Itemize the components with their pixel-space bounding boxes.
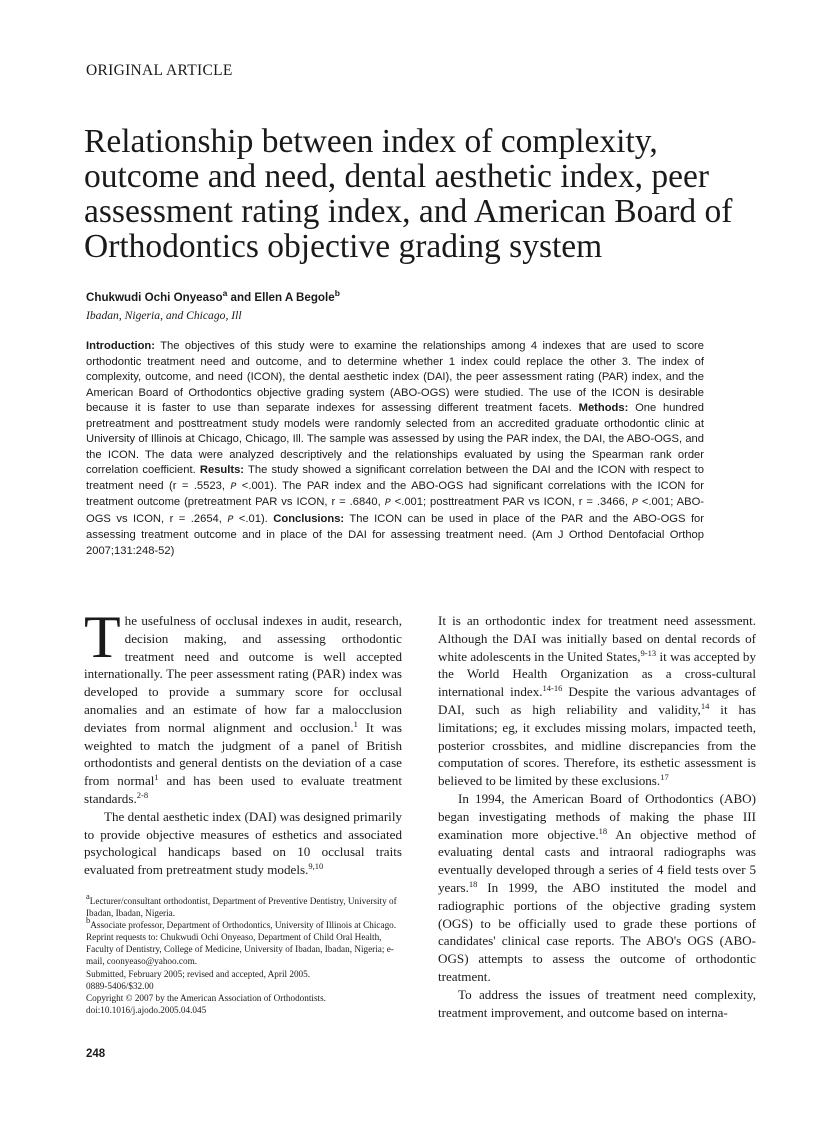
paragraph-text: In 1994, the American Board of Orthodontics (ABO) began investigating methods of making the phase III examination more objective. <box>438 790 756 842</box>
author-name: Chukwudi Ochi Onyeaso <box>86 291 223 304</box>
citation-ref[interactable]: 9,10 <box>308 861 324 872</box>
citation-ref[interactable]: 2-8 <box>136 789 149 800</box>
footnote-mark: b <box>86 915 91 926</box>
paragraph-text: it was accepted by the World Health Organization as a cross-cultural international index. <box>438 648 756 700</box>
affiliation-mark: b <box>334 288 340 298</box>
citation-ref[interactable]: 18 <box>468 878 478 889</box>
paragraph-text: it has limitations; eg, it excludes missing molars, impacted teeth, posterior crossbites, and midline discrepancies from the computation of scores. Therefore, its esthetic assessment is believed to be limited by these exclusions. <box>438 701 757 789</box>
abstract-heading-results: Results: <box>199 464 245 476</box>
footnote-text: Associate professor, Department of Orthodontics, University of Illinois at Chicago. <box>90 920 397 931</box>
body-paragraph <box>438 790 756 986</box>
author-name: Ellen A Begole <box>254 291 335 304</box>
affiliation-mark: a <box>222 288 228 298</box>
body-column-left <box>84 604 402 879</box>
page-number: 248 <box>86 1048 106 1060</box>
paragraph-text: It is an orthodontic index for treatment need assessment. Although the DAI was initially based on dental records of white adolescents in the United States, <box>438 613 756 664</box>
footnotes <box>86 891 404 1016</box>
footnote-text: Lecturer/consultant orthodontist, Department of Preventive Dentistry, University of Ibadan, Ibadan, Nigeria. <box>86 896 397 919</box>
body-paragraph <box>438 986 756 1022</box>
abstract-text: The objectives of this study were to examine the relationships among 4 indexes that are used to score orthodontic treatment need and outcome, and to determine whether 1 index could replace the other 3. The index of complexity, outcome, and need (ICON), the dental aesthetic index (DAI), the peer assessment rating (PAR) index, and the American Board of Orthodontics objective grading system (ABO-OGS) were studied. The use of the ICON is desirable because it is faster to use than separate indexes for assessing different treatment facets. <box>86 340 704 414</box>
citation-ref[interactable]: 14-16 <box>542 683 563 694</box>
p-value-symbol: P <box>230 481 237 493</box>
abstract-heading-methods: Methods: <box>578 402 629 414</box>
citation-ref[interactable]: 14 <box>700 700 710 711</box>
body-paragraph <box>438 612 756 790</box>
footnote-mark: a <box>86 891 90 901</box>
issn: 0889-5406/$32.00 <box>86 980 154 991</box>
body-column-right <box>438 612 756 1021</box>
p-value-symbol: P <box>227 514 234 526</box>
citation-ref[interactable]: 9-13 <box>640 647 657 658</box>
abstract-text: The ICON can be used in place of the PAR and the ABO-OGS for assessing treatment outcome and in place of the DAI for assessing treatment need. (Am J Orthod Dentofacial Orthop 2007;131:248-52) <box>86 512 705 557</box>
citation-ref[interactable]: 18 <box>598 825 608 836</box>
abstract-heading-conclusions: Conclusions: <box>273 512 345 525</box>
paragraph-text: he usefulness of occlusal indexes in audit, research, decision making, and assessing orthodontic treatment need and outcome is well accepted internationally. The peer assessment rating (PAR) index was developed to provide a summary score for occlusal anomalies and an estimate of how far a malocclusion deviates from normal alignment and occlusion. <box>84 613 402 735</box>
citation-ref[interactable]: 1 <box>353 718 358 729</box>
submission-dates: Submitted, February 2005; revised and accepted, April 2005. <box>86 968 311 979</box>
p-value-symbol: P <box>631 498 638 509</box>
abstract-text: The study showed a significant correlation between the DAI and the ICON with respect to treatment need (r = .5523, <box>86 464 704 492</box>
abstract <box>86 339 704 559</box>
affiliation-line: Ibadan, Nigeria, and Chicago, Ill <box>86 309 242 322</box>
citation-ref[interactable]: 17 <box>660 772 669 783</box>
abstract-heading-introduction: Introduction: <box>86 340 155 352</box>
body-paragraph <box>84 604 402 808</box>
article-type-label: ORIGINAL ARTICLE <box>86 62 233 79</box>
abstract-text: <.01). <box>233 512 274 525</box>
body-paragraph <box>84 808 402 879</box>
doi[interactable]: doi:10.1016/j.ajodo.2005.04.045 <box>86 1004 207 1015</box>
paragraph-text: and has been used to evaluate treatment standards. <box>84 773 402 806</box>
p-value-symbol: P <box>384 498 391 509</box>
abstract-text: <.001; ABO-OGS vs ICON, r = .2654, <box>86 496 704 525</box>
article-title: Relationship between index of complexity, outcome and need, dental aesthetic index, peer assessment rating index, and American Board of Orthodontics objective grading system <box>84 123 733 265</box>
paragraph-text: The dental aesthetic index (DAI) was designed primarily to provide objective measures of esthetics and associated psychological handicaps based on 10 occlusal traits evaluated from pretreatment study models. <box>84 808 402 878</box>
paragraph-text: An objective method of evaluating dental casts and intraoral radiographs was eventually developed through a series of 4 field tests over 5 years. <box>438 826 756 895</box>
footnote-affiliation-a <box>86 891 404 919</box>
author-line <box>86 288 340 304</box>
reprint-requests: Reprint requests to: Chukwudi Ochi Onyeaso, Department of Child Oral Health, Faculty of Dentistry, College of Medicine, University of Ibadan, Ibadan, Nigeria; e-mail, coonyeaso@yahoo.com. <box>86 932 394 967</box>
abstract-text: One hundred pretreatment and posttreatment study models were randomly selected from an accredited graduate orthodontic clinic at University of Illinois at Chicago, Chicago, Ill. The sample was assessed by using the PAR index, the DAI, the ABO-OGS, and the ICON. The data were analyzed descriptively and the relationships evaluated by using the Spearman rank order correlation coefficient. <box>86 402 705 476</box>
paragraph-text: In 1999, the ABO instituted the model and radiographic portions of the objective grading system (OGS) to be officially used to grade these portions of candidates' clinical case reports. The ABO's OGS (ABO-OGS) attempts to assess the outcome of orthodontic treatment. <box>438 879 756 984</box>
paragraph-text: Despite the various advantages of DAI, such as high reliability and validity, <box>438 684 757 717</box>
paragraph-text: To address the issues of treatment need complexity, treatment improvement, and outcome based on interna- <box>438 986 756 1020</box>
copyright-notice: Copyright © 2007 by the American Association of Orthodontists. <box>86 992 326 1003</box>
abstract-text: <.001; posttreatment PAR vs ICON, r = .3466, <box>390 496 632 508</box>
paragraph-text: It was weighted to match the judgment of a panel of British orthodontists and general dentists on the deviation of a case from normal <box>84 719 402 789</box>
drop-cap: T <box>84 604 121 670</box>
author-conjunction: and <box>227 291 255 304</box>
footnote-affiliation-b <box>86 915 404 931</box>
citation-ref[interactable]: 1 <box>154 772 159 783</box>
abstract-text: <.001). The PAR index and the ABO-OGS had significant correlations with the ICON for treatment outcome (pretreatment PAR vs ICON, r = .6840, <box>86 479 704 508</box>
